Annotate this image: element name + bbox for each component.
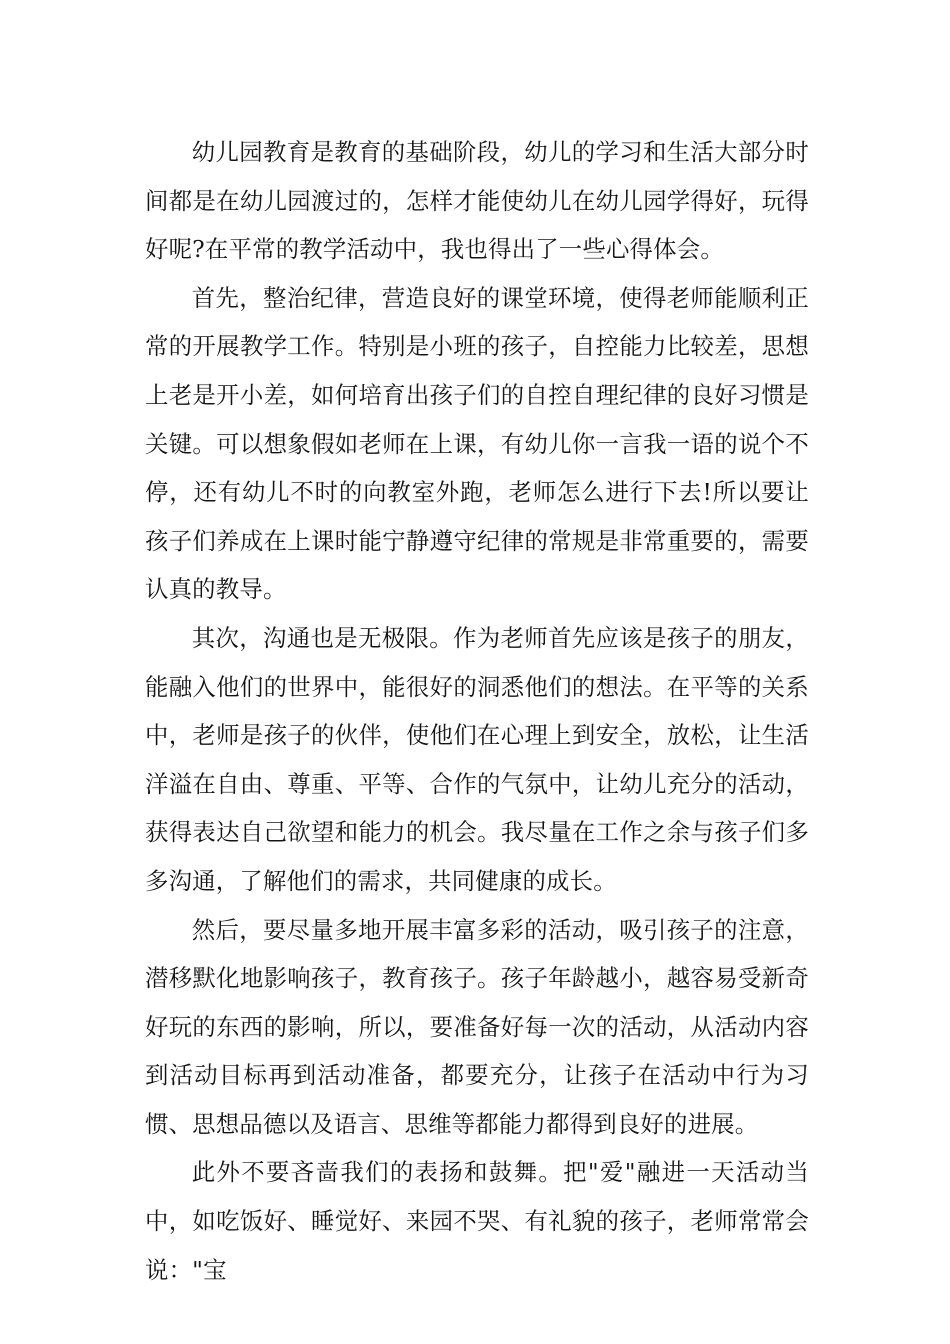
paragraph-2: 首先，整治纪律，营造良好的课堂环境，使得老师能顺利正常的开展教学工作。特别是小班的孩子，自控能力比较差，思想上老是开小差，如何培育出孩子们的自控自理纪律的良好习惯是关键。可以想象假如老师在上课，有幼儿你一言我一语的说个不停，还有幼儿不时的向教室外跑，老师怎么进行下去!所以要让孩子们养成在上课时能宁静遵守纪律的常规是非常重要的，需要认真的教导。: [145, 283, 809, 604]
paragraph-1: 幼儿园教育是教育的基础阶段，幼儿的学习和生活大部分时间都是在幼儿园渡过的，怎样才能使幼儿在幼儿园学得好，玩得好呢?在平常的教学活动中，我也得出了一些心得体会。: [145, 138, 809, 264]
paragraph-4: 然后，要尽量多地开展丰富多彩的活动，吸引孩子的注意，潜移默化地影响孩子，教育孩子。孩子年龄越小，越容易受新奇好玩的东西的影响，所以，要准备好每一次的活动，从活动内容到活动目标再到活动准备，都要充分，让孩子在活动中行为习惯、思想品德以及语言、思维等都能力都得到良好的进展。: [145, 915, 809, 1138]
document-page: [145, 128, 809, 1294]
paragraph-3: 其次，沟通也是无极限。作为老师首先应该是孩子的朋友，能融入他们的世界中，能很好的洞悉他们的想法。在平等的关系中，老师是孩子的伙伴，使他们在心理上到安全，放松，让生活洋溢在自由、尊重、平等、合作的气氛中，让幼儿充分的活动，获得表达自己欲望和能力的机会。我尽量在工作之余与孩子们多多沟通，了解他们的需求，共同健康的成长。: [145, 623, 809, 895]
paragraph-5: 此外不要吝啬我们的表扬和鼓舞。把"爱"融进一天活动当中，如吃饭好、睡觉好、来园不哭、有礼貌的孩子，老师常常会说："宝: [145, 1158, 809, 1284]
